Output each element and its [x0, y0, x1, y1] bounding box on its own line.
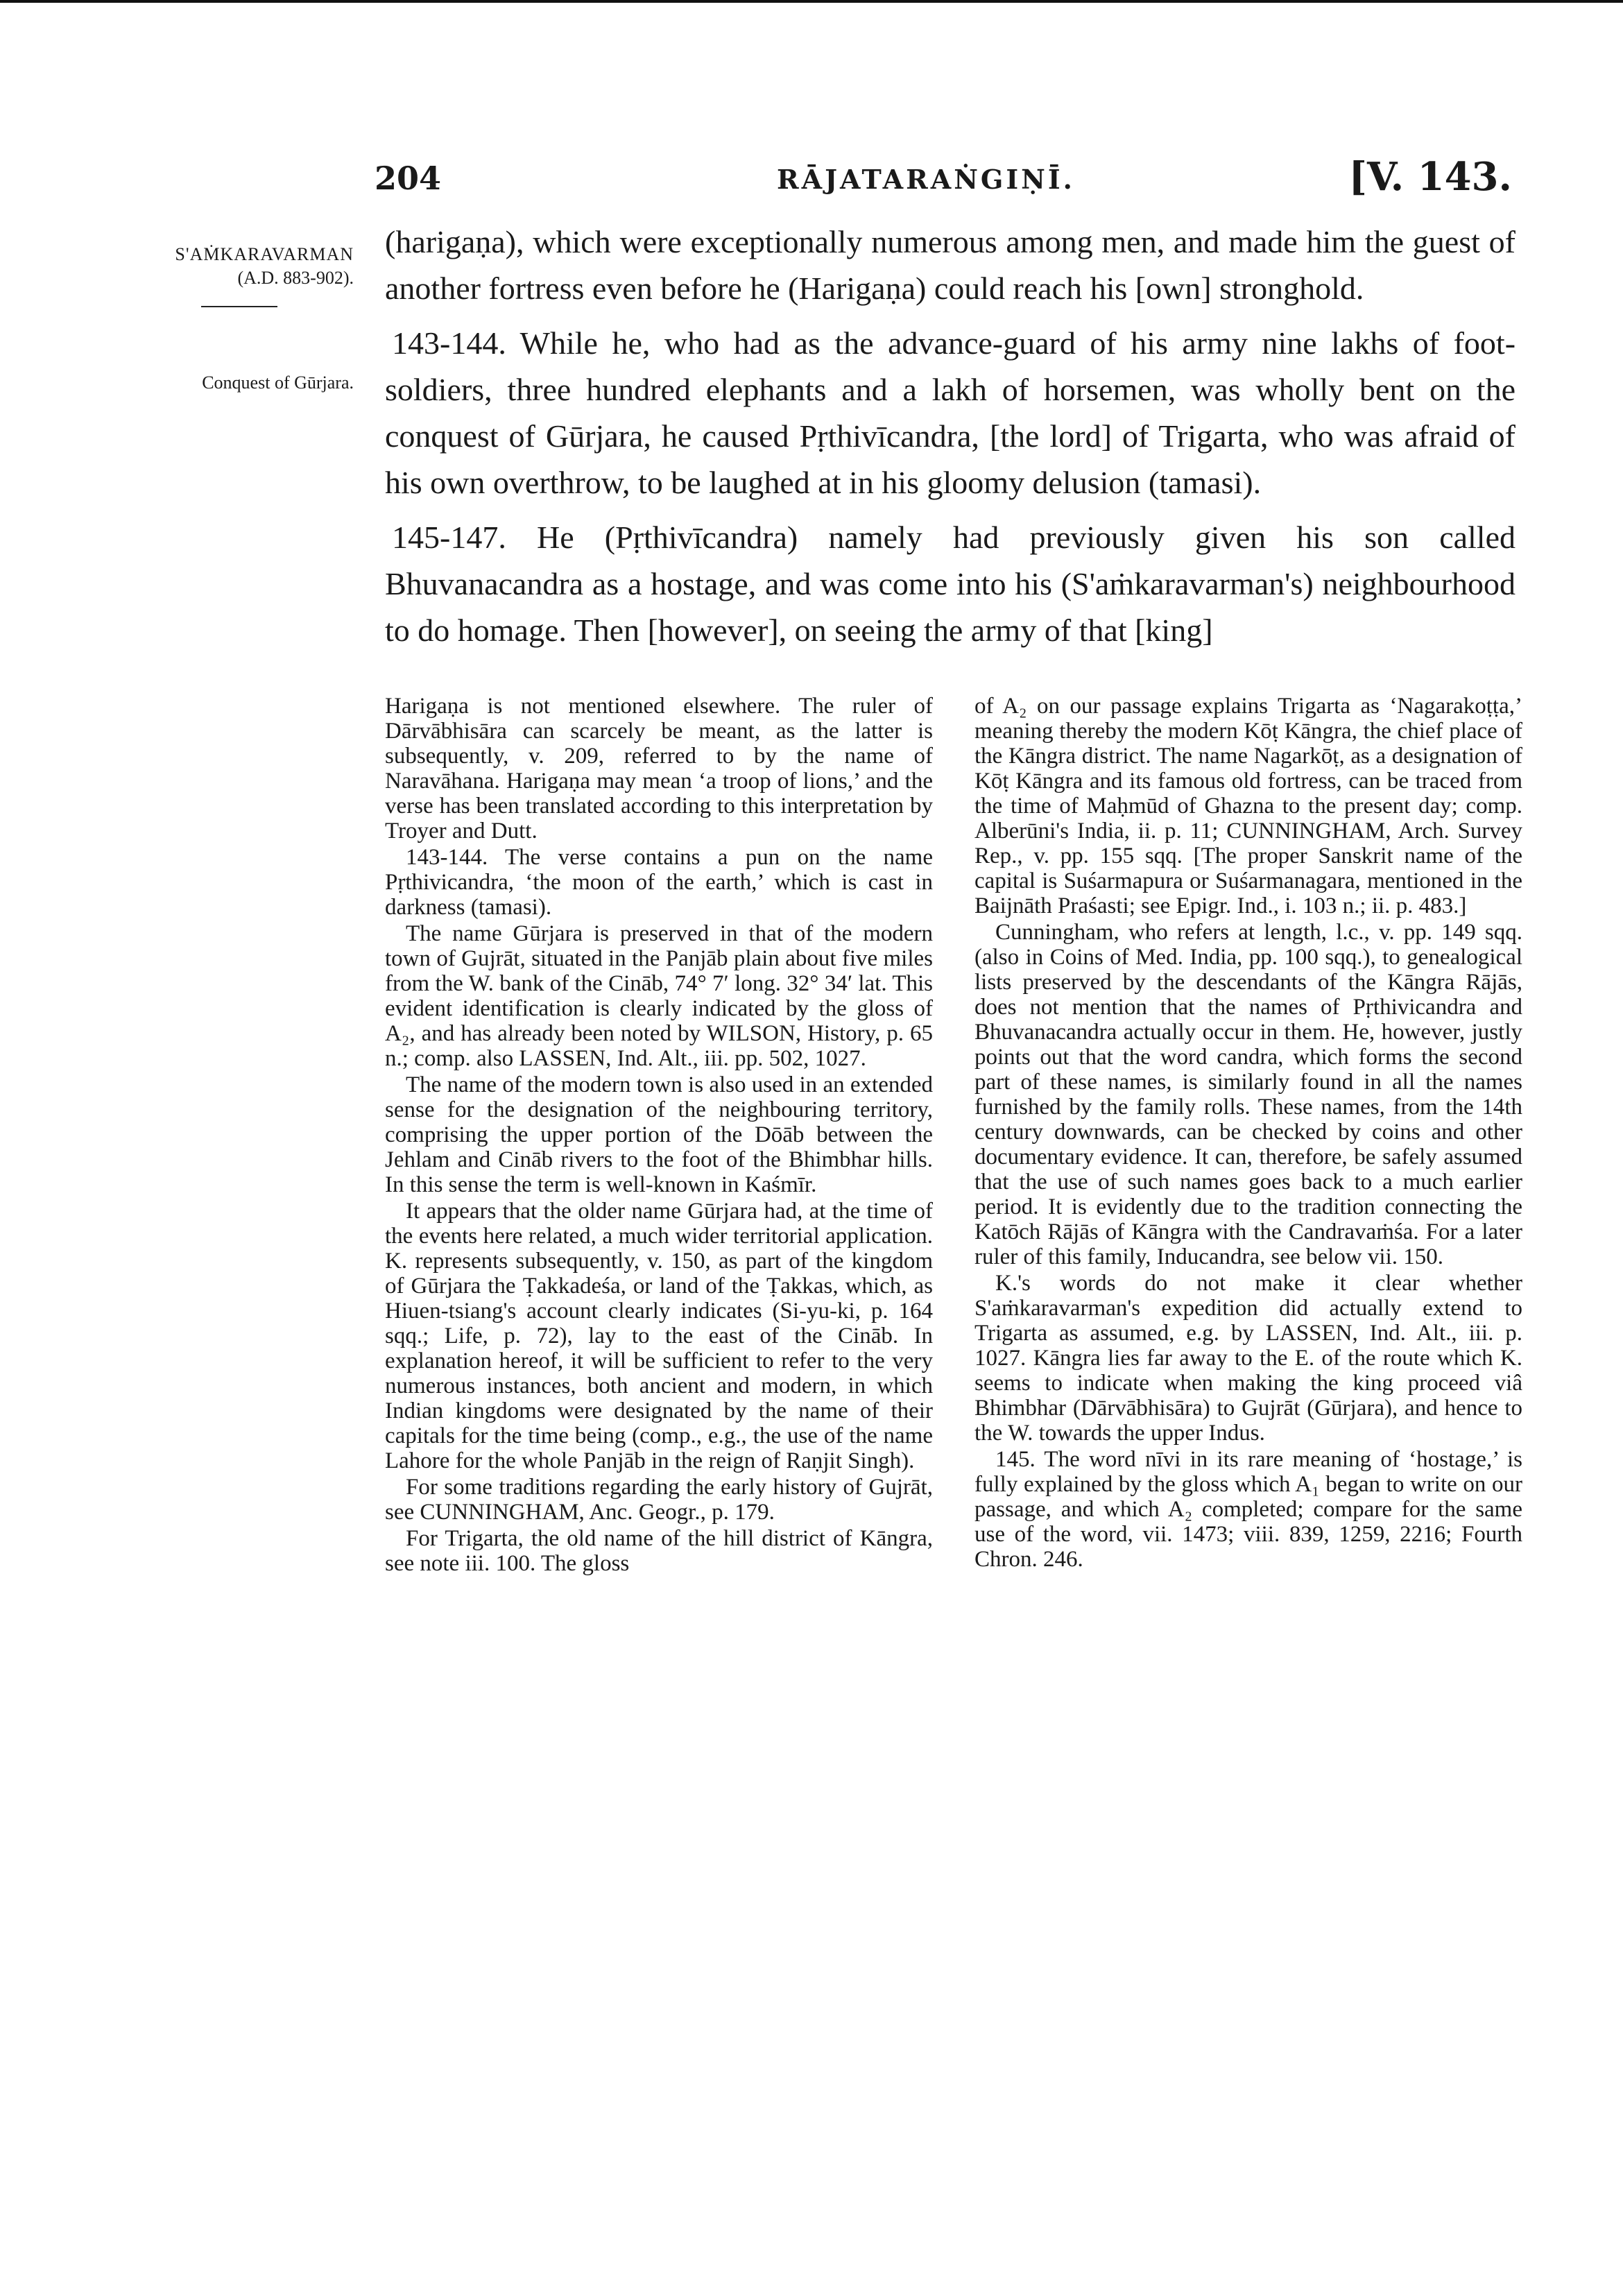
page-number: 204: [375, 160, 442, 197]
margin-conquest-note: Conquest of Gūrjara.: [202, 372, 354, 393]
note-paragraph: of A₂ on our passage explains Trigarta as ‘Nagarakoṭṭa,’ meaning thereby the modern Kōṭ Kāngra, the chief place of the Kāngra district. The name Nagarkōṭ, as a designation of Kōṭ Kāngra and its famous old fortress, can be traced from the time of Maḥmūd of Ghazna to the present day; comp. Alberūni's India, ii. p. 11; CUNNINGHAM, Arch. Survey Rep., v. pp. 155 sqq. [The proper Sanskrit name of the capital is Suśarmapura or Suśarmanagara, mentioned in the Baijnāth Praśasti; see Epigr. Ind., i. 103 n.; ii. p. 483.]: [974, 694, 1522, 918]
main-paragraph-1: (harigaṇa), which were exceptionally numerous among men, and made him the guest of another fortress even before he (Harigaṇa) could reach his [own] stronghold.: [385, 224, 1515, 306]
note-paragraph: For Trigarta, the old name of the hill district of Kāngra, see note iii. 100. The gloss: [385, 1526, 933, 1576]
verse-text: While he, who had as the advance-guard of his army nine lakhs of foot-soldiers, three hundred elephants and a lakh of horsemen, was wholly bent on the conquest of Gūrjara, he caused Pṛthivīcandra, [the lord] of Trigarta, who was afraid of his own overthrow, to be laughed at in his gloomy delusion (tamasi).: [385, 325, 1516, 500]
note-paragraph: Cunningham, who refers at length, l.c., v. pp. 149 sqq. (also in Coins of Med. India, pp. 100 sqq.), to genealogical lists preserved by the descendants of the Kāngra Rājās, does not mention that the names of Pṛthivicandra and Bhuvanacandra actually occur in them. He, however, justly points out that the word candra, which forms the second part of these names, is similarly found in all the names furnished by the family rolls. These names, from the 14th century downwards, can be checked by coins and other documentary evidence. It can, therefore, be safely assumed that the use of such names goes back to a much earlier period. It is evidently due to the tradition connecting the Katōch Rājās of Kāngra with the Candravaṁśa. For a later ruler of this family, Inducandra, see below vii. 150.: [974, 920, 1522, 1269]
footnotes-left-column: [385, 694, 933, 1577]
margin-rule: [201, 306, 277, 307]
page-top-edge: [0, 0, 1623, 3]
margin-reign-years: (A.D. 883-902).: [237, 268, 354, 288]
section-reference: [V. 143.: [1348, 154, 1512, 200]
verse-number: 145-147.: [392, 520, 506, 555]
note-paragraph: The name Gūrjara is preserved in that of the modern town of Gujrāt, situated in the Panjāb plain about five miles from the W. bank of the Cināb, 74° 7′ long. 32° 34′ lat. This evident identification is clearly indicated by the gloss of A₂, and has already been noted by WILSON, History, p. 65 n.; comp. also LASSEN, Ind. Alt., iii. pp. 502, 1027.: [385, 921, 933, 1071]
main-translation: [385, 219, 1515, 653]
verse-text: He (Pṛthivīcandra) namely had previously given his son called Bhuvanacandra as a hostage, and was come into his (S'aṁkaravarman's) neighbourhood to do homage. Then [however], on seeing the army of that [king]: [385, 520, 1516, 648]
margin-reign-note: [83, 243, 354, 314]
footnotes-right-column: [974, 694, 1522, 1573]
margin-king-name: S'AṀKARAVARMAN: [175, 244, 354, 264]
note-paragraph: For some traditions regarding the early history of Gujrāt, see CUNNINGHAM, Anc. Geogr., p. 179.: [385, 1475, 933, 1525]
note-paragraph: Harigaṇa is not mentioned elsewhere. The ruler of Dārvābhisāra can scarcely be meant, as the latter is subsequently, v. 209, referred to by the name of Naravāhana. Harigaṇa may mean ‘a troop of lions,’ and the verse has been translated according to this interpretation by Troyer and Dutt.: [385, 694, 933, 843]
note-paragraph: It appears that the older name Gūrjara had, at the time of the events here related, a much wider territorial application. K. represents subsequently, v. 150, as part of the kingdom of Gūrjara the Ṭakkadeśa, or land of the Ṭakkas, which, as Hiuen-tsiang's account clearly indicates (Si-yu-ki, p. 164 sqq.; Life, p. 72), lay to the east of the Cināb. In explanation hereof, it will be sufficient to refer to the very numerous instances, both ancient and modern, in which Indian kingdoms were designated by the name of their capitals for the time being (comp., e.g., the use of the name Lahore for the whole Panjāb in the reign of Raṇjit Singh).: [385, 1199, 933, 1473]
verse-number: 143-144.: [392, 325, 506, 361]
note-paragraph: K.'s words do not make it clear whether S'aṁkaravarman's expedition did actually extend to Trigarta as assumed, e.g. by LASSEN, Ind. Alt., iii. p. 1027. Kāngra lies far away to the E. of the route which K. seems to indicate when making the king proceed viâ Bhimbhar (Dārvābhisāra) to Gujrāt (Gūrjara), and hence to the W. towards the upper Indus.: [974, 1271, 1522, 1446]
note-paragraph: 145. The word nīvi in its rare meaning of ‘hostage,’ is fully explained by the gloss which A₁ began to write on our passage, and which A₂ completed; compare for the same use of the word, vii. 1473; viii. 839, 1259, 2216; Fourth Chron. 246.: [974, 1447, 1522, 1572]
main-paragraph-3: [385, 514, 1515, 653]
page-header: [375, 146, 1512, 208]
main-paragraph-2: [385, 320, 1515, 506]
running-title: RĀJATARAṄGIṆĪ.: [777, 164, 1075, 195]
note-paragraph: 143-144. The verse contains a pun on the name Pṛthivicandra, ‘the moon of the earth,’ which is cast in darkness (tamasi).: [385, 845, 933, 920]
footnotes: [385, 694, 1522, 1887]
note-paragraph: The name of the modern town is also used in an extended sense for the designation of the neighbouring territory, comprising the upper portion of the Dōāb between the Jehlam and Cināb rivers to the foot of the Bhimbhar hills. In this sense the term is well-known in Kaśmīr.: [385, 1072, 933, 1197]
